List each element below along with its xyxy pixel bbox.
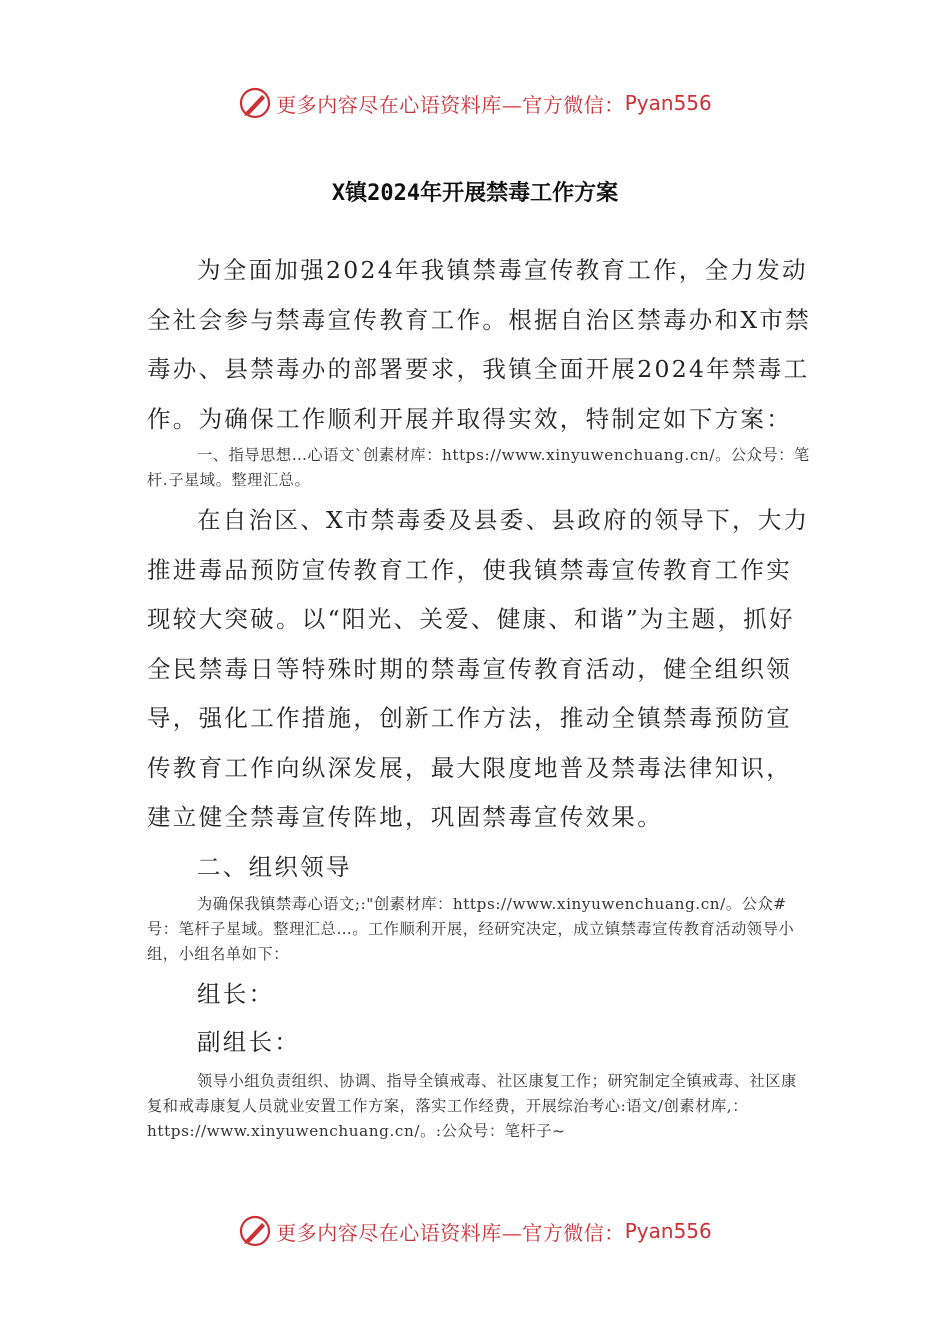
footer-banner (0, 1211, 950, 1251)
section2-heading: 二、组织领导 (197, 853, 352, 881)
header-banner (0, 83, 950, 123)
section1-note: 一、指导思想…心语文`创素材库：https://www.xinyuwenchuang.cn/。公众号：笔杆.子星域。整理汇总。 (147, 446, 810, 489)
banner-handle: Pyan556 (624, 91, 712, 115)
leader-label: 组长： (197, 980, 275, 1008)
pen-logo-icon (238, 86, 272, 120)
section1-body: 在自治区、X市禁毒委及县委、县政府的领导下，大力推进毒品预防宣传教育工作，使我镇禁毒宣传教育工作实现较大突破。以“阳光、关爱、健康、和谐”为主题，抓好全民禁毒日等特殊时期的禁毒宣传教育活动，健全组织领导，强化工作措施，创新工作方法，推动全镇禁毒预防宣传教育工作向纵深发展，最大限度地普及禁毒法律知识，建立健全禁毒宣传阵地，巩固禁毒宣传效果。 (147, 506, 810, 831)
banner-text: 更多内容尽在心语资料库—官方微信： (276, 92, 625, 117)
duties-note: 领导小组负责组织、协调、指导全镇戒毒、社区康复工作；研究制定全镇戒毒、社区康复和戒毒康复人员就业安置工作方案，落实工作经费，开展综治考心:语文/创素材库,：https://www.xinyuwenchuang.cn/。:公众号：笔杆子~ (147, 1072, 797, 1140)
deputy-label: 副组长： (197, 1028, 301, 1056)
banner-handle: Pyan556 (624, 1219, 712, 1243)
section2-note: 为确保我镇禁毒心语文;:"创素材库：https://www.xinyuwenchuang.cn/。公众#号：笔杆子星域。整理汇总…。工作顺利开展，经研究决定，成立镇禁毒宣传教育活动领导小组，小组名单如下： (147, 895, 795, 963)
pen-logo-icon (238, 1214, 272, 1248)
banner-text: 更多内容尽在心语资料库—官方微信： (276, 1220, 625, 1245)
document-title: X镇2024年开展禁毒工作方案 (331, 181, 619, 206)
intro-paragraph: 为全面加强2024年我镇禁毒宣传教育工作，全力发动全社会参与禁毒宣传教育工作。根据自治区禁毒办和X市禁毒办、县禁毒办的部署要求，我镇全面开展2024年禁毒工作。为确保工作顺利开展并取得实效，特制定如下方案： (147, 256, 812, 433)
